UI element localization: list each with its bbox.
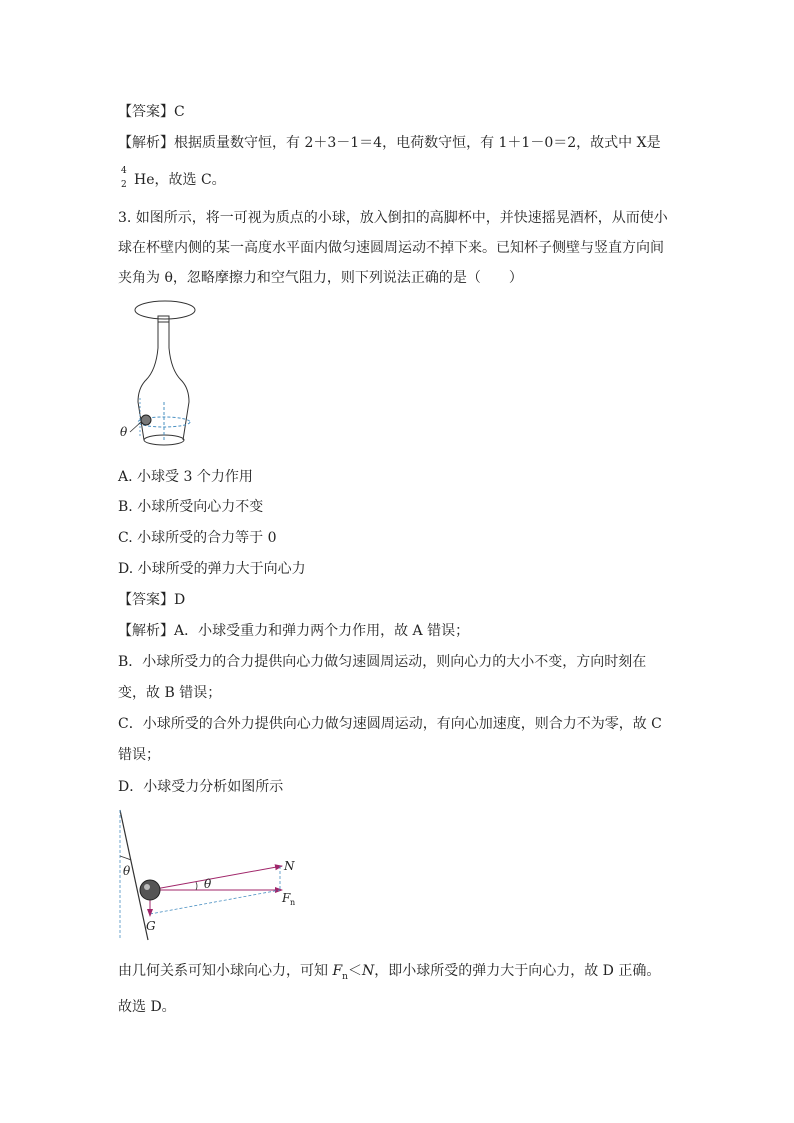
- angle-arc: [196, 882, 197, 890]
- goblet-right-side: [169, 322, 189, 440]
- fn-subscript: n: [342, 971, 348, 982]
- helium-isotope: [118, 168, 132, 192]
- force-diagram: [112, 806, 312, 946]
- label-n: N: [284, 859, 295, 873]
- charge-number: 2: [121, 180, 127, 190]
- goblet-figure: [110, 298, 210, 458]
- isotope-tail: ，故选 C。: [154, 172, 226, 188]
- theta-pointer: [130, 422, 141, 432]
- question-3-line-1: 3. 如图所示，将一可视为质点的小球，放入倒扣的高脚杯中，并快速摇晃酒杯，从而使小: [118, 210, 668, 226]
- ball-highlight: [144, 884, 150, 890]
- mass-number: 4: [121, 166, 127, 176]
- question-3-line-2: 球在杯壁内侧的某一高度水平面内做匀速圆周运动不掉下来。已知杯子侧壁与竖直方向间: [118, 240, 664, 256]
- normal-force-arrow: [150, 866, 282, 890]
- analysis-2-line-5: 错误；: [118, 747, 160, 763]
- question-3-line-3: 夹角为 θ，忽略摩擦力和空气阻力，则下列说法正确的是（ ）: [118, 270, 523, 286]
- ball: [141, 415, 151, 425]
- theta-label-wall: θ: [123, 864, 131, 878]
- theta-label-1: θ: [120, 425, 128, 439]
- fn-letter: F: [332, 963, 343, 979]
- analysis-1-line-2: [118, 168, 226, 192]
- ball-2: [140, 880, 160, 900]
- element-symbol: He: [134, 172, 155, 188]
- label-f: F: [282, 891, 291, 905]
- analysis-2-line-4: C．小球所受的合外力提供向心力做匀速圆周运动，有向心加速度，则合力不为零，故 C: [118, 716, 662, 732]
- option-c: C. 小球所受的合力等于 0: [118, 530, 277, 546]
- final-answer: 故选 D。: [118, 999, 176, 1015]
- answer-2: 【答案】D: [118, 592, 186, 608]
- fn-symbol: [332, 963, 348, 982]
- option-d: D. 小球所受的弹力大于向心力: [118, 561, 306, 577]
- analysis-2-line-6: D．小球受力分析如图所示: [118, 779, 284, 795]
- n-symbol: N: [361, 963, 375, 979]
- conclusion-pre: 由几何关系可知小球向心力，可知: [118, 963, 333, 979]
- conclusion-post: ，即小球所受的弹力大于向心力，故 D 正确。: [374, 963, 661, 979]
- less-than: ＜: [347, 963, 362, 979]
- analysis-2-line-2: B．小球所受力的合力提供向心力做匀速圆周运动，则向心力的大小不变，方向时刻在: [118, 654, 647, 670]
- theta-label-angle: θ: [204, 877, 212, 891]
- option-a: A. 小球受 3 个力作用: [118, 469, 253, 485]
- conclusion-line: [118, 961, 660, 987]
- label-f-subscript: n: [290, 898, 296, 907]
- analysis-2-line-3: 变，故 B 错误；: [118, 685, 222, 701]
- wall-angle-arc: [120, 856, 131, 860]
- answer-1: 【答案】C: [118, 104, 185, 120]
- label-g: G: [146, 919, 156, 933]
- analysis-2-line-1: 【解析】A．小球受重力和弹力两个力作用，故 A 错误；: [118, 623, 470, 639]
- option-b: B. 小球所受向心力不变: [118, 499, 264, 515]
- analysis-1-line-1: 【解析】根据质量数守恒，有 2＋3－1＝4，电荷数守恒，有 1＋1－0＝2，故式中 X是: [118, 135, 661, 151]
- dashed-diagonal: [150, 890, 280, 914]
